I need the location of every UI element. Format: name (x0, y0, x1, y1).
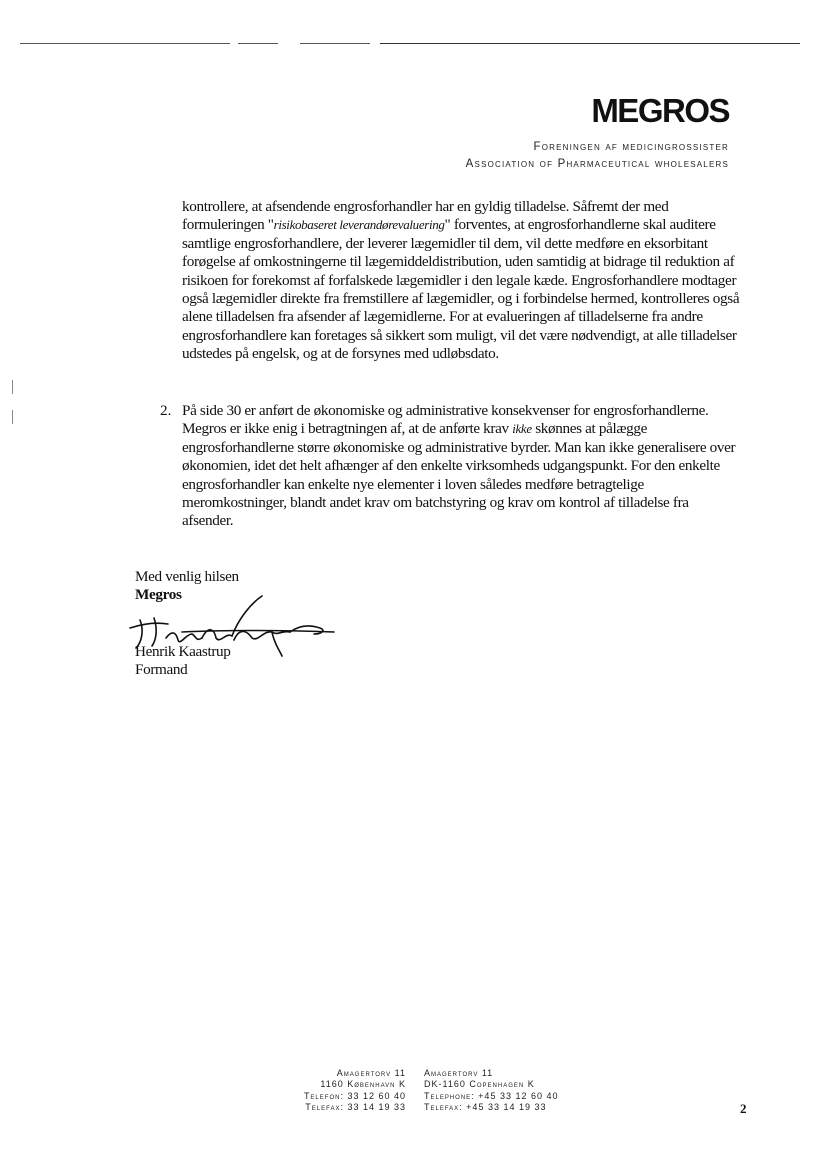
scan-line (20, 43, 230, 44)
footer-line: Telefax: +45 33 14 19 33 (424, 1101, 547, 1112)
paragraph-text: " forventes, at engrosforhandlerne skal auditere samtlige engrosforhandlere, der leverer lægemidler til dem, vil dette medføre en eksorbitant forøgelse af omkostningerne til lægemiddeldistribution, uden samtidig at bidrage til reduktion af risikoen for forekomst af forfalskede lægemidler i den legale kæde. Engrosforhandlere modtager også lægemidler direkte fra fremstillere af lægemidler, og i forbindelse hermed, kontrolleres også alene tilladelsen fra afsender af lægemidlerne. For at evalueringen af tilladelserne fra andre engrosforhandlere kan foretages så sikkert som muligt, vil det være nødvendigt, at alle tilladelser udstedes på engelsk, og at de forsynes med udløbsdato. (182, 216, 740, 363)
signatory-title: Formand (135, 661, 188, 678)
scan-line (380, 43, 800, 44)
emphasis-text: ikke (512, 421, 532, 437)
paragraph-1 (182, 198, 742, 364)
megros-logo: MEGROS (591, 92, 729, 129)
margin-mark (12, 380, 13, 394)
margin-mark (12, 410, 13, 424)
footer-line: Telephone: +45 33 12 60 40 (424, 1090, 559, 1101)
organization-name-danish: Foreningen af medicingrossister (533, 141, 729, 153)
scan-line (300, 43, 370, 44)
closing-organization: Megros (135, 586, 182, 603)
organization-name-english: Association of Pharmaceutical wholesalers (465, 158, 729, 170)
paragraph-text: På side 30 er anført de økonomiske og administrative konsekvenser for engrosforhandlerne. Megros er ikke enig i betragtningen af, at de anførte krav (182, 402, 709, 438)
footer-line: Telefax: 33 14 19 33 (305, 1101, 406, 1112)
emphasis-text: risikobaseret leverandørevaluering (273, 217, 445, 233)
scan-line (238, 43, 278, 44)
paragraph-2 (182, 402, 742, 531)
paragraph-text: skønnes at pålægge engrosforhandlerne større økonomiske og administrative byrder. Man kan ikke generalisere over økonomien, idet det helt afhænger af den enkelte virksomheds udgangspunkt. For den enkelte engrosforhandler kan enkelte nye elementer i loven således medføre betragtelige meromkostninger, blandt andet krav om batchstyring og krav om kontrol af tilladelse fra afsender. (182, 420, 736, 530)
footer-line: DK-1160 Copenhagen K (424, 1079, 535, 1090)
footer-line: Amagertorv 11 (424, 1068, 494, 1078)
list-item-number: 2. (160, 402, 172, 419)
footer-line: 1160 København K (320, 1079, 406, 1090)
footer-line: Amagertorv 11 (336, 1068, 406, 1078)
footer-address-danish (304, 1068, 406, 1113)
footer-line: Telefon: 33 12 60 40 (303, 1090, 406, 1101)
signatory-name: Henrik Kaastrup (135, 643, 231, 660)
closing-greeting: Med venlig hilsen (135, 568, 239, 585)
footer-address-english (424, 1068, 559, 1113)
page-number: 2 (740, 1101, 747, 1116)
paragraph-text: kontrollere, at afsendende engrosforhandler har en gyldig tilladelse. Såfremt der med formuleringen " (182, 198, 669, 234)
